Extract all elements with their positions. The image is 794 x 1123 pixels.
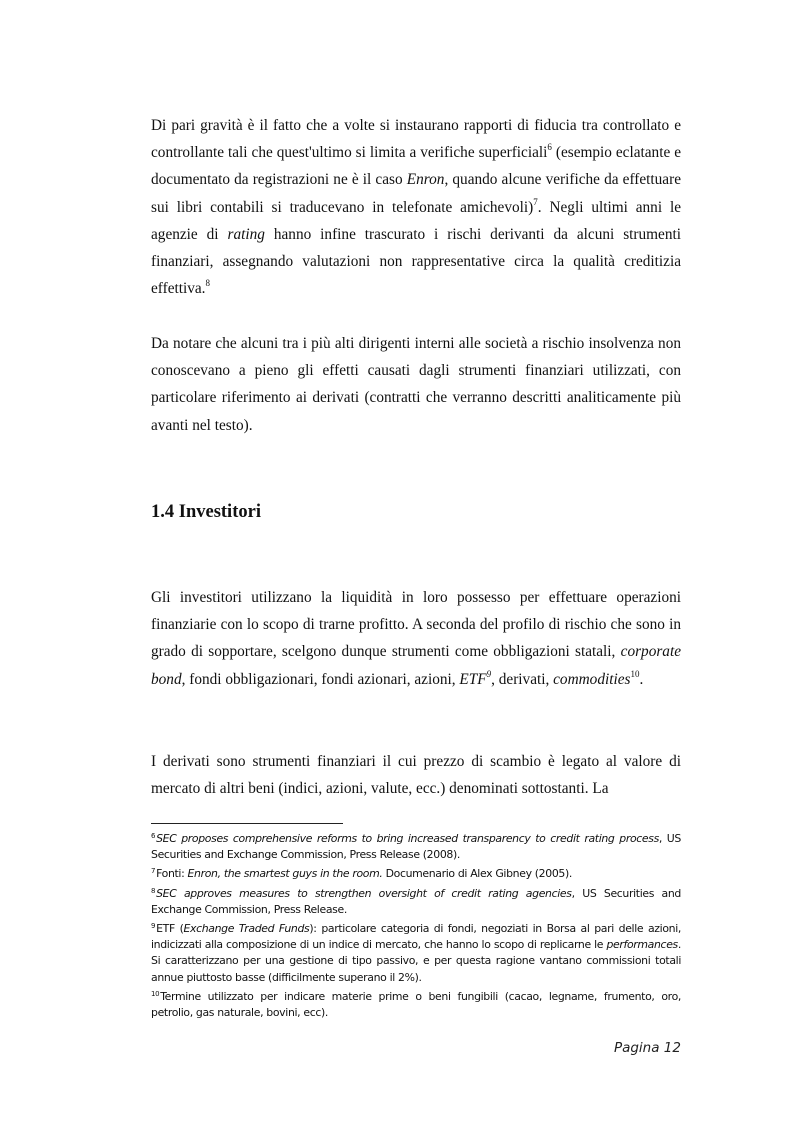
paragraph-derivatives: I derivati sono strumenti finanziari il cui prezzo di scambio è legato al valore di mercato di altri beni (indici, azioni, valute, ecc.) denominati sottostanti. La	[151, 753, 681, 798]
footnote-number: 10	[151, 989, 160, 998]
footnote-italic-term: performances	[606, 938, 678, 952]
text-span: , quando alcune verifiche da effettuare sui libri contabili si traducevano in telefonate amichevoli)	[151, 171, 681, 216]
footnote-title: SEC proposes comprehensive reforms to bring increased transparency to credit rating process	[156, 832, 659, 845]
footnote-6	[151, 828, 681, 863]
footnote-ref-10[interactable]: 10	[630, 668, 640, 679]
paragraph-investors	[151, 584, 681, 693]
page-number: Pagina 12	[613, 1040, 681, 1056]
section-heading: 1.4 Investitori	[151, 502, 261, 522]
footnote-separator	[151, 823, 343, 824]
footnote-text: . Si caratterizzano per una gestione di tipo passivo, e per questa ragione vantano commissioni totali annue piuttosto basse (difficilmente superano il 2%).	[151, 938, 681, 984]
footnote-8	[151, 883, 681, 918]
italic-term-etf: ETF	[459, 670, 487, 688]
italic-term-corporate-bond: corporate bond	[151, 643, 681, 688]
footnote-ref-8[interactable]: 8	[205, 278, 211, 289]
footnote-text: Documenario di Alex Gibney (2005).	[382, 867, 573, 881]
footnote-7	[151, 863, 681, 882]
footnote-text: , US Securities and Exchange Commission, Press Release.	[151, 886, 681, 916]
text-span: hanno infine trascurato i rischi derivanti da alcuni strumenti finanziari, assegnando valutazioni non rappresentative circa la qualità creditizia effettiva.	[151, 225, 681, 298]
footnote-title: Exchange Traded Funds	[183, 922, 310, 936]
italic-term-rating: rating	[227, 225, 265, 243]
paragraph-credit-rating	[151, 112, 681, 302]
footnote-title: Enron, the smartest guys in the room.	[187, 867, 383, 881]
text-span: Di pari gravità è il fatto che a volte si instaurano rapporti di fiducia tra controllato e controllante tali che quest'ultimo si limita a verifiche superficiali	[151, 117, 681, 162]
italic-term-commodities: commodities	[553, 670, 631, 688]
footnote-ref-7[interactable]: 7	[533, 196, 538, 207]
footnotes	[151, 828, 681, 1021]
paragraph-executives: Da notare che alcuni tra i più alti dirigenti interni alle società a rischio insolvenza non conoscevano a pieno gli effetti causati dagli strumenti finanziari utilizzati, con particolare riferimento ai derivati (contratti che verranno descritti analiticamente più avanti nel testo).	[151, 335, 681, 434]
text-span: , derivati,	[491, 670, 554, 688]
footnote-number: 8	[151, 886, 156, 895]
footnote-ref-6[interactable]: 6	[547, 142, 552, 153]
footnote-number: 6	[151, 832, 156, 840]
italic-term-enron: Enron	[406, 171, 445, 189]
footnote-ref-9[interactable]	[487, 669, 492, 679]
footnote-number: 7	[151, 867, 156, 876]
footnote-ref-9-number: 9	[486, 668, 492, 679]
footnote-number: 9	[151, 922, 156, 931]
footnote-text: ETF (	[156, 922, 184, 936]
footnote-text: Termine utilizzato per indicare materie prime o beni fungibili (cacao, legname, frumento, oro, petrolio, gas naturale, bovini, ecc).	[151, 989, 681, 1020]
text-span: .	[639, 670, 644, 688]
footnote-title: SEC approves measures to strengthen oversight of credit rating agencies	[156, 886, 572, 900]
footnote-9	[151, 918, 681, 986]
footnote-text: , US Securities and Exchange Commission, Press Release (2008).	[151, 832, 681, 862]
footnote-text: Fonti:	[156, 867, 188, 881]
text-span: Gli investitori utilizzano la liquidità in loro possesso per effettuare operazioni finanziarie con lo scopo di trarne profitto. A seconda del profilo di rischio che sono in grado di sopportare, scelgono dunque strumenti come obbligazioni statali,	[151, 589, 681, 661]
text-span: , fondi obbligazionari, fondi azionari, azioni,	[181, 670, 460, 688]
text-span: (esempio eclatante e documentato da registrazioni ne è il caso	[151, 144, 681, 189]
footnote-10	[151, 986, 681, 1021]
text-span: . Negli ultimi anni le agenzie di	[151, 198, 682, 243]
footnote-text: ): particolare categoria di fondi, negoziati in Borsa al pari delle azioni, indicizzati alla composizione di un indice di mercato, che hanno lo scopo di replicarne le	[151, 922, 681, 952]
